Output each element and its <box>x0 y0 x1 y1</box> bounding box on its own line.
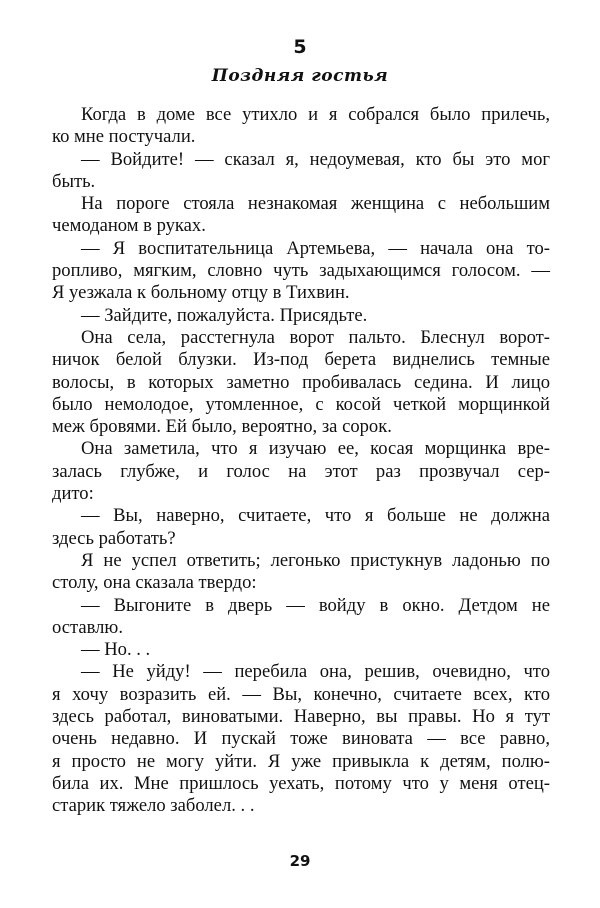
text-line: Я уезжала к больному отцу в Тихвин. <box>52 282 350 304</box>
text-line: волосы, в которых заметно пробивалась седина. И лицо <box>52 371 550 393</box>
text-line: я хочу возразить ей. — Вы, конечно, считаете всех, кто <box>52 683 550 705</box>
text-line: здесь работал, виноватыми. Наверно, вы правы. Но я тут <box>52 706 550 728</box>
text-line: — Войдите! — сказал я, недоумевая, кто бы это мог <box>81 148 550 170</box>
text-line: быть. <box>52 170 96 192</box>
chapter-title: Поздняя гостья <box>211 66 389 86</box>
text-line: дито: <box>52 483 94 505</box>
text-line: я просто не могу уйти. Я уже привыкла к детям, полю- <box>52 750 550 772</box>
text-line: оставлю. <box>52 616 123 638</box>
text-line: здесь работать? <box>52 527 176 549</box>
chapter-number: 5 <box>293 36 307 58</box>
text-line: ко мне постучали. <box>52 126 196 148</box>
text-line: — Зайдите, пожалуйста. Присядьте. <box>81 304 368 326</box>
text-line: было немолодое, утомленное, с косой четкой морщинкой <box>52 393 550 415</box>
body-text <box>52 104 550 818</box>
text-line: столу, она сказала твердо: <box>52 572 257 594</box>
text-line: Я не успел ответить; легонько пристукнув ладонью по <box>81 549 550 571</box>
text-line: меж бровями. Ей было, вероятно, за сорок. <box>52 416 392 438</box>
text-line: Она заметила, что я изучаю ее, косая морщинка вре- <box>81 438 550 460</box>
text-line: На пороге стояла незнакомая женщина с небольшим <box>81 193 550 215</box>
text-line: залась глубже, и голос на этот раз прозвучал сер- <box>52 460 550 482</box>
text-line: — Вы, наверно, считаете, что я больше не должна <box>81 505 550 527</box>
text-line: била их. Мне пришлось уехать, потому что у меня отец- <box>52 772 550 794</box>
text-line: Она села, расстегнула ворот пальто. Блеснул ворот- <box>81 326 550 348</box>
text-line: ничок белой блузки. Из-под берета виднелись темные <box>52 349 550 371</box>
page-number: 29 <box>289 852 311 870</box>
text-line: — Выгоните в дверь — войду в окно. Детдом не <box>81 594 550 616</box>
text-line: чемоданом в руках. <box>52 215 206 237</box>
text-line: — Я воспитательница Артемьева, — начала она то- <box>81 237 550 259</box>
text-line: — Не уйду! — перебила она, решив, очевидно, что <box>81 661 550 683</box>
text-line: ропливо, мягким, словно чуть задыхающимся голосом. — <box>52 260 550 282</box>
text-line: очень недавно. И пускай тоже виновата — все равно, <box>52 728 550 750</box>
text-line: старик тяжело заболел. . . <box>52 795 255 817</box>
text-line: Когда в доме все утихло и я собрался было прилечь, <box>81 104 550 125</box>
text-line: — Но. . . <box>81 639 151 661</box>
